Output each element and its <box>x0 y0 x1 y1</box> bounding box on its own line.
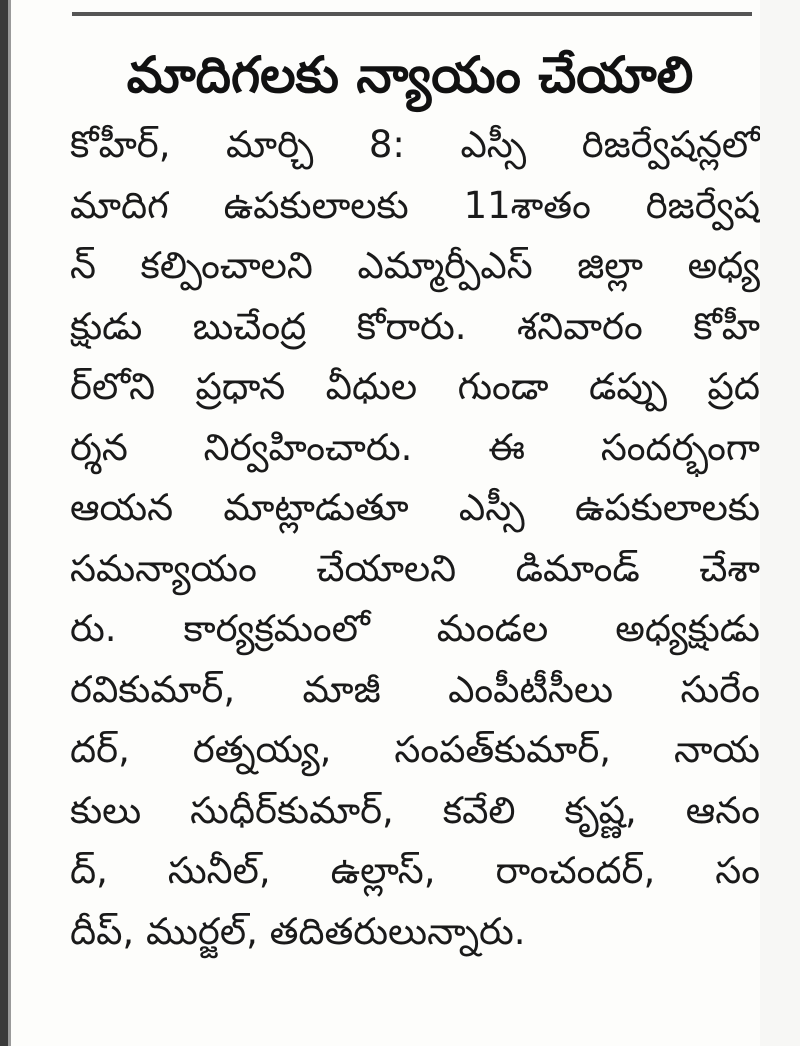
article-line: దర్, రత్నయ్య, సంపత్‌కుమార్, నాయ <box>70 728 760 771</box>
article-line: న్ కల్పించాలని ఎమ్మార్పీఎస్ జిల్లా అధ్య <box>70 244 760 287</box>
article-line: సమన్యాయం చేయాలని డిమాండ్ చేశా <box>70 546 760 590</box>
article-line: క్షుడు బుచేంద్ర కోరారు. శనివారం కోహీ <box>70 304 760 348</box>
article-line: రవికుమార్, మాజీ ఎంపీటీసీలు సురేం <box>70 667 760 711</box>
top-divider <box>72 12 752 16</box>
article-headline: మాదిగలకు న్యాయం చేయాలి <box>126 46 694 104</box>
article-line: ర్శన నిర్వహించారు. ఈ సందర్భంగా <box>70 425 760 469</box>
column-divider-left <box>0 0 8 1046</box>
article-line: ఆయన మాట్లాడుతూ ఎస్సీ ఉపకులాలకు <box>70 486 760 529</box>
article-line: రు. కార్యక్రమంలో మండల అధ్యక్షుడు <box>70 607 760 650</box>
article-line: ర్‌లోని ప్రధాన వీధుల గుండా డప్పు ప్రద <box>70 365 760 408</box>
article-body <box>70 115 760 962</box>
column-divider-shadow <box>8 0 11 1046</box>
article-line: ద్, సునీల్, ఉల్లాస్, రాంచందర్, సం <box>70 849 760 892</box>
article-line: మాదిగ ఉపకులాలకు 11శాతం రిజర్వేష <box>70 183 760 227</box>
article-line: దీప్, ముర్జల్, తదితరులున్నారు. <box>70 909 526 953</box>
article-line: కోహీర్, మార్చి 8: ఎస్సీ రిజర్వేషన్లలో <box>70 123 760 166</box>
article-line: కులు సుధీర్‌కుమార్, కవేలి కృష్ణ, ఆనం <box>70 788 760 832</box>
margin-right <box>760 0 800 1046</box>
